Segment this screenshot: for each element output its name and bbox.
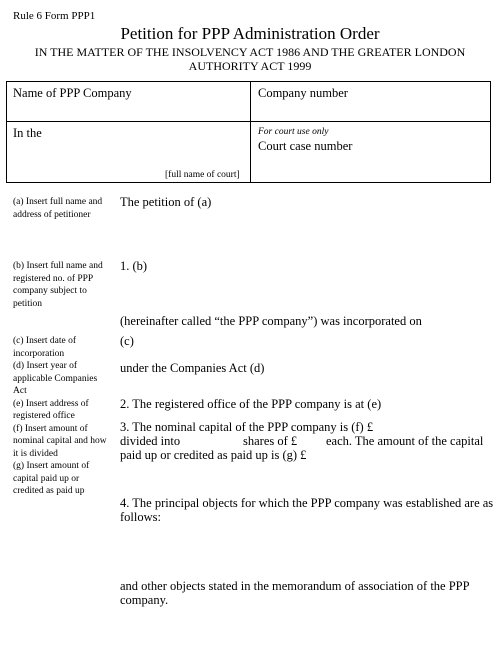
- item-3-paid-up: paid up or credited as paid up is (g) £: [120, 448, 307, 462]
- incorporation-date-marker: (c): [120, 334, 134, 348]
- company-details-table: [6, 81, 491, 183]
- margin-note-line: Act: [13, 386, 27, 396]
- margin-note-line: (a) Insert full name and: [13, 197, 103, 207]
- margin-note-a: [13, 196, 108, 221]
- subtitle-line-1: IN THE MATTER OF THE INSOLVENCY ACT 1986 AND THE GREATER LONDON: [34, 45, 466, 59]
- margin-note-line: registered no. of PPP: [13, 273, 94, 284]
- court-case-number-label: Court case number: [258, 139, 353, 153]
- table-vertical-divider: [250, 82, 251, 182]
- margin-note-line: (f) Insert amount of: [13, 423, 88, 434]
- margin-note-line: nominal capital and how: [13, 436, 107, 446]
- item-3-divided-into: divided into: [120, 434, 181, 448]
- in-the-label: In the: [13, 126, 42, 140]
- margin-note-c-to-g: [13, 335, 108, 498]
- page-title: Petition for PPP Administration Order: [120, 24, 380, 43]
- item-3-line-1: 3. The nominal capital of the PPP company is (f) £: [120, 420, 374, 434]
- item-4-line-2: follows:: [120, 510, 161, 524]
- margin-note-line: registered office: [13, 411, 75, 421]
- margin-note-line: address of petitioner: [13, 209, 91, 220]
- margin-note-line: (b) Insert full name and: [13, 261, 103, 271]
- page-subtitle: [30, 45, 470, 73]
- margin-note-b: [13, 260, 108, 310]
- court-use-only-note: For court use only: [258, 127, 329, 137]
- company-name-label: Name of PPP Company: [13, 86, 132, 100]
- margin-note-line: applicable Companies: [13, 373, 98, 384]
- form-rule-label: Rule 6 Form PPP1: [13, 10, 96, 22]
- margin-note-line: incorporation: [13, 348, 65, 359]
- margin-note-line: (c) Insert date of: [13, 336, 77, 346]
- item-4-line-1: 4. The principal objects for which the PPP company was established are as: [120, 496, 494, 510]
- full-name-of-court-note: [full name of court]: [165, 170, 240, 180]
- item-3-shares-of: shares of £: [243, 434, 298, 448]
- companies-act-text: under the Companies Act (d): [120, 361, 265, 375]
- petition-of-text: The petition of (a): [120, 195, 212, 209]
- hereinafter-text: (hereinafter called “the PPP company”) was incorporated on: [120, 314, 422, 328]
- margin-note-line: credited as paid up: [13, 486, 85, 496]
- company-number-label: Company number: [258, 86, 348, 100]
- item-1-text: 1. (b): [120, 259, 148, 273]
- margin-note-line: company subject to: [13, 286, 87, 296]
- margin-note-line: capital paid up or: [13, 473, 80, 484]
- margin-note-line: (d) Insert year of: [13, 361, 78, 371]
- margin-note-line: it is divided: [13, 448, 58, 459]
- item-2-text: 2. The registered office of the PPP company is at (e): [120, 397, 382, 411]
- subtitle-line-2: AUTHORITY ACT 1999: [188, 59, 312, 73]
- margin-note-line: (e) Insert address of: [13, 398, 89, 409]
- table-horizontal-divider: [7, 121, 490, 122]
- margin-note-line: (g) Insert amount of: [13, 461, 90, 471]
- item-3-each: each. The amount of the capital: [326, 434, 484, 448]
- other-objects-line-1: and other objects stated in the memorandum of association of the PPP: [120, 579, 470, 593]
- margin-note-line: petition: [13, 298, 43, 309]
- other-objects-line-2: company.: [120, 593, 169, 607]
